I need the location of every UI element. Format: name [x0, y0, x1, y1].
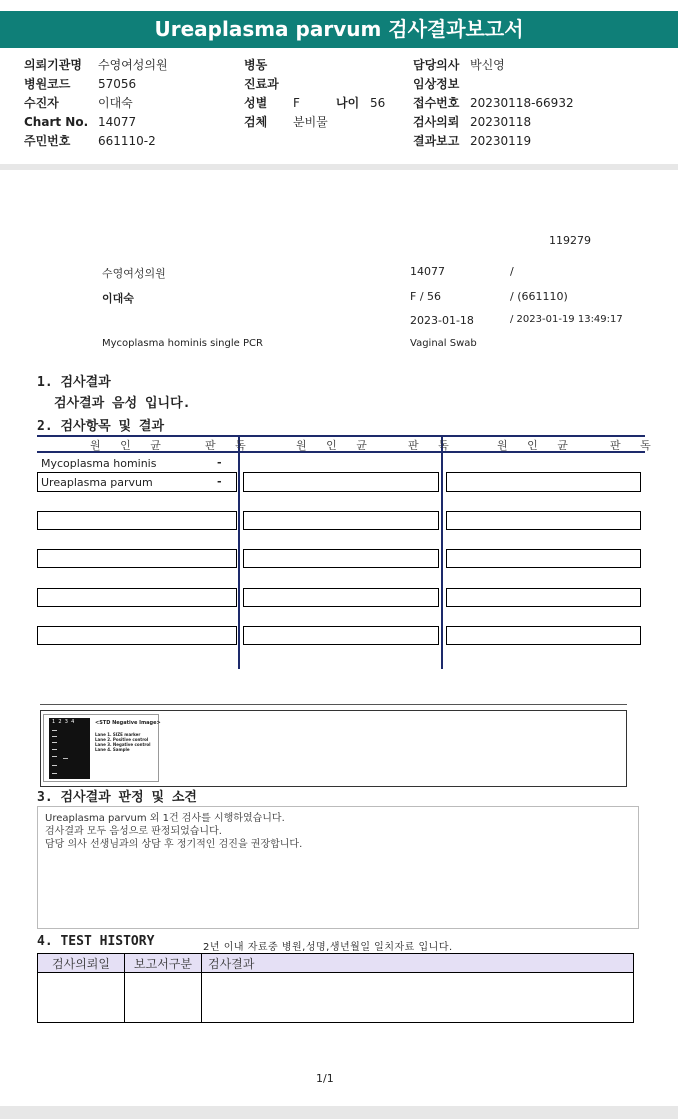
history-col-report-type: 보고서구분 — [134, 957, 192, 971]
section3-title: 3. 검사결과 판정 및 소견 — [37, 790, 197, 805]
sex-label: 성별 — [244, 96, 268, 110]
request-date-value: 20230118 — [470, 115, 532, 129]
empty-cell — [446, 626, 641, 645]
history-note: 2년 이내 자료중 병원,성명,생년월일 일치자료 입니다. — [203, 942, 453, 953]
specimen-value: 분비물 — [293, 115, 328, 129]
patient-value: 이대숙 — [98, 96, 133, 110]
info-clinic: 수영여성의원 — [102, 267, 166, 280]
col-judge-1: 판 독 — [205, 439, 254, 452]
footer-separator — [0, 1106, 678, 1119]
gel-legend — [95, 732, 151, 752]
empty-cell — [243, 549, 439, 568]
empty-cell — [243, 472, 439, 492]
history-table — [37, 953, 634, 1023]
specimen-label: 검체 — [244, 115, 268, 129]
gel-title: <STD Negative Image> — [95, 720, 161, 726]
col-judge-3: 판 독 — [610, 439, 659, 452]
chart-no-label: Chart No. — [24, 115, 89, 129]
info-patient: 이대숙 — [102, 292, 134, 305]
col-organism-2: 원 인 균 — [296, 439, 375, 452]
chart-no-value: 14077 — [98, 115, 137, 129]
empty-cell — [446, 472, 641, 492]
empty-cell — [37, 511, 237, 530]
empty-cell — [37, 588, 237, 607]
opinion-text — [45, 812, 302, 851]
gel-photo — [49, 718, 90, 779]
receipt-no-value: 20230118-66932 — [470, 96, 574, 110]
resident-no-value: 661110-2 — [98, 134, 156, 148]
section4-title: 4. TEST HISTORY — [37, 934, 155, 949]
report-date-label: 결과보고 — [413, 134, 460, 148]
clinic-label: 의뢰기관명 — [24, 58, 82, 72]
resident-no-label: 주민번호 — [24, 134, 71, 148]
report-date-value: 20230119 — [470, 134, 532, 148]
history-col-request-date: 검사의뢰일 — [52, 957, 110, 971]
header-left-block — [24, 57, 168, 149]
hospital-code-label: 병원코드 — [24, 77, 71, 91]
gel-legend-item: Lane 3. Negative control — [95, 742, 151, 747]
info-slash: / — [510, 265, 514, 278]
result-row-2-value: - — [217, 475, 222, 488]
sex-value: F — [293, 96, 300, 110]
gel-lane-numbers: 1 2 3 4 — [52, 719, 75, 725]
history-col-result: 검사결과 — [208, 957, 255, 971]
col-judge-2: 판 독 — [408, 439, 457, 452]
report-number: 119279 — [549, 234, 591, 247]
gel-legend-item: Lane 2. Positive control — [95, 737, 149, 742]
empty-cell — [243, 588, 439, 607]
gel-image — [43, 714, 159, 782]
doctor-value: 박신영 — [470, 58, 505, 72]
request-date-label: 검사의뢰 — [413, 115, 460, 129]
doctor-label: 담당의사 — [413, 58, 460, 72]
empty-cell — [37, 549, 237, 568]
report-title: Ureaplasma parvum 검사결과보고서 — [0, 11, 678, 48]
result-row-1-value: - — [217, 456, 222, 469]
dept-label: 진료과 — [244, 77, 279, 91]
empty-cell — [446, 549, 641, 568]
result-row-1-name: Mycoplasma hominis — [41, 457, 157, 470]
info-report-datetime: / 2023-01-19 13:49:17 — [510, 314, 623, 325]
result-row-2-name: Ureaplasma parvum — [41, 476, 153, 489]
info-test-name: Mycoplasma hominis single PCR — [102, 338, 263, 349]
info-sex-age: F / 56 — [410, 290, 442, 303]
info-specimen: Vaginal Swab — [410, 338, 477, 349]
header-mid-block — [244, 57, 386, 130]
empty-cell — [243, 626, 439, 645]
header-separator — [0, 164, 678, 170]
empty-cell — [243, 511, 439, 530]
clinic-value: 수영여성의원 — [98, 58, 168, 72]
section1-result: 검사결과 음성 입니다. — [54, 396, 191, 411]
clinical-info-label: 임상정보 — [413, 77, 460, 91]
age-value: 56 — [370, 96, 386, 110]
result-row-2 — [37, 472, 237, 492]
age-label: 나이 — [336, 96, 360, 110]
header-right-block — [413, 57, 574, 149]
info-birth: / (661110) — [510, 290, 568, 303]
patient-label: 수진자 — [24, 96, 59, 110]
empty-cell — [37, 626, 237, 645]
opinion-line: Ureaplasma parvum 외 1건 검사를 시행하였습니다. — [45, 813, 285, 824]
empty-cell — [446, 511, 641, 530]
ward-label: 병동 — [244, 58, 268, 72]
opinion-line: 검사결과 모두 음성으로 판정되었습니다. — [45, 826, 222, 837]
table-col-divider-1 — [238, 435, 240, 669]
page-number: 1/1 — [316, 1072, 334, 1085]
section2-title: 2. 검사항목 및 결과 — [37, 419, 165, 434]
info-receipt-date: 2023-01-18 — [410, 314, 474, 327]
hospital-code-value: 57056 — [98, 77, 137, 91]
gel-legend-item: Lane 1. SIZE marker — [95, 732, 141, 737]
receipt-no-label: 접수번호 — [413, 96, 460, 110]
divider-line — [40, 704, 627, 705]
col-organism-1: 원 인 균 — [90, 439, 169, 452]
opinion-line: 담당 의사 선생님과의 상담 후 정기적인 검진을 권장합니다. — [45, 839, 303, 850]
empty-cell — [446, 588, 641, 607]
table-col-divider-2 — [441, 435, 443, 669]
opinion-box — [37, 806, 639, 929]
col-organism-3: 원 인 균 — [497, 439, 576, 452]
info-chart: 14077 — [410, 265, 445, 278]
section1-title: 1. 검사결과 — [37, 375, 111, 390]
gel-legend-item: Lane 4. Sample — [95, 747, 130, 752]
